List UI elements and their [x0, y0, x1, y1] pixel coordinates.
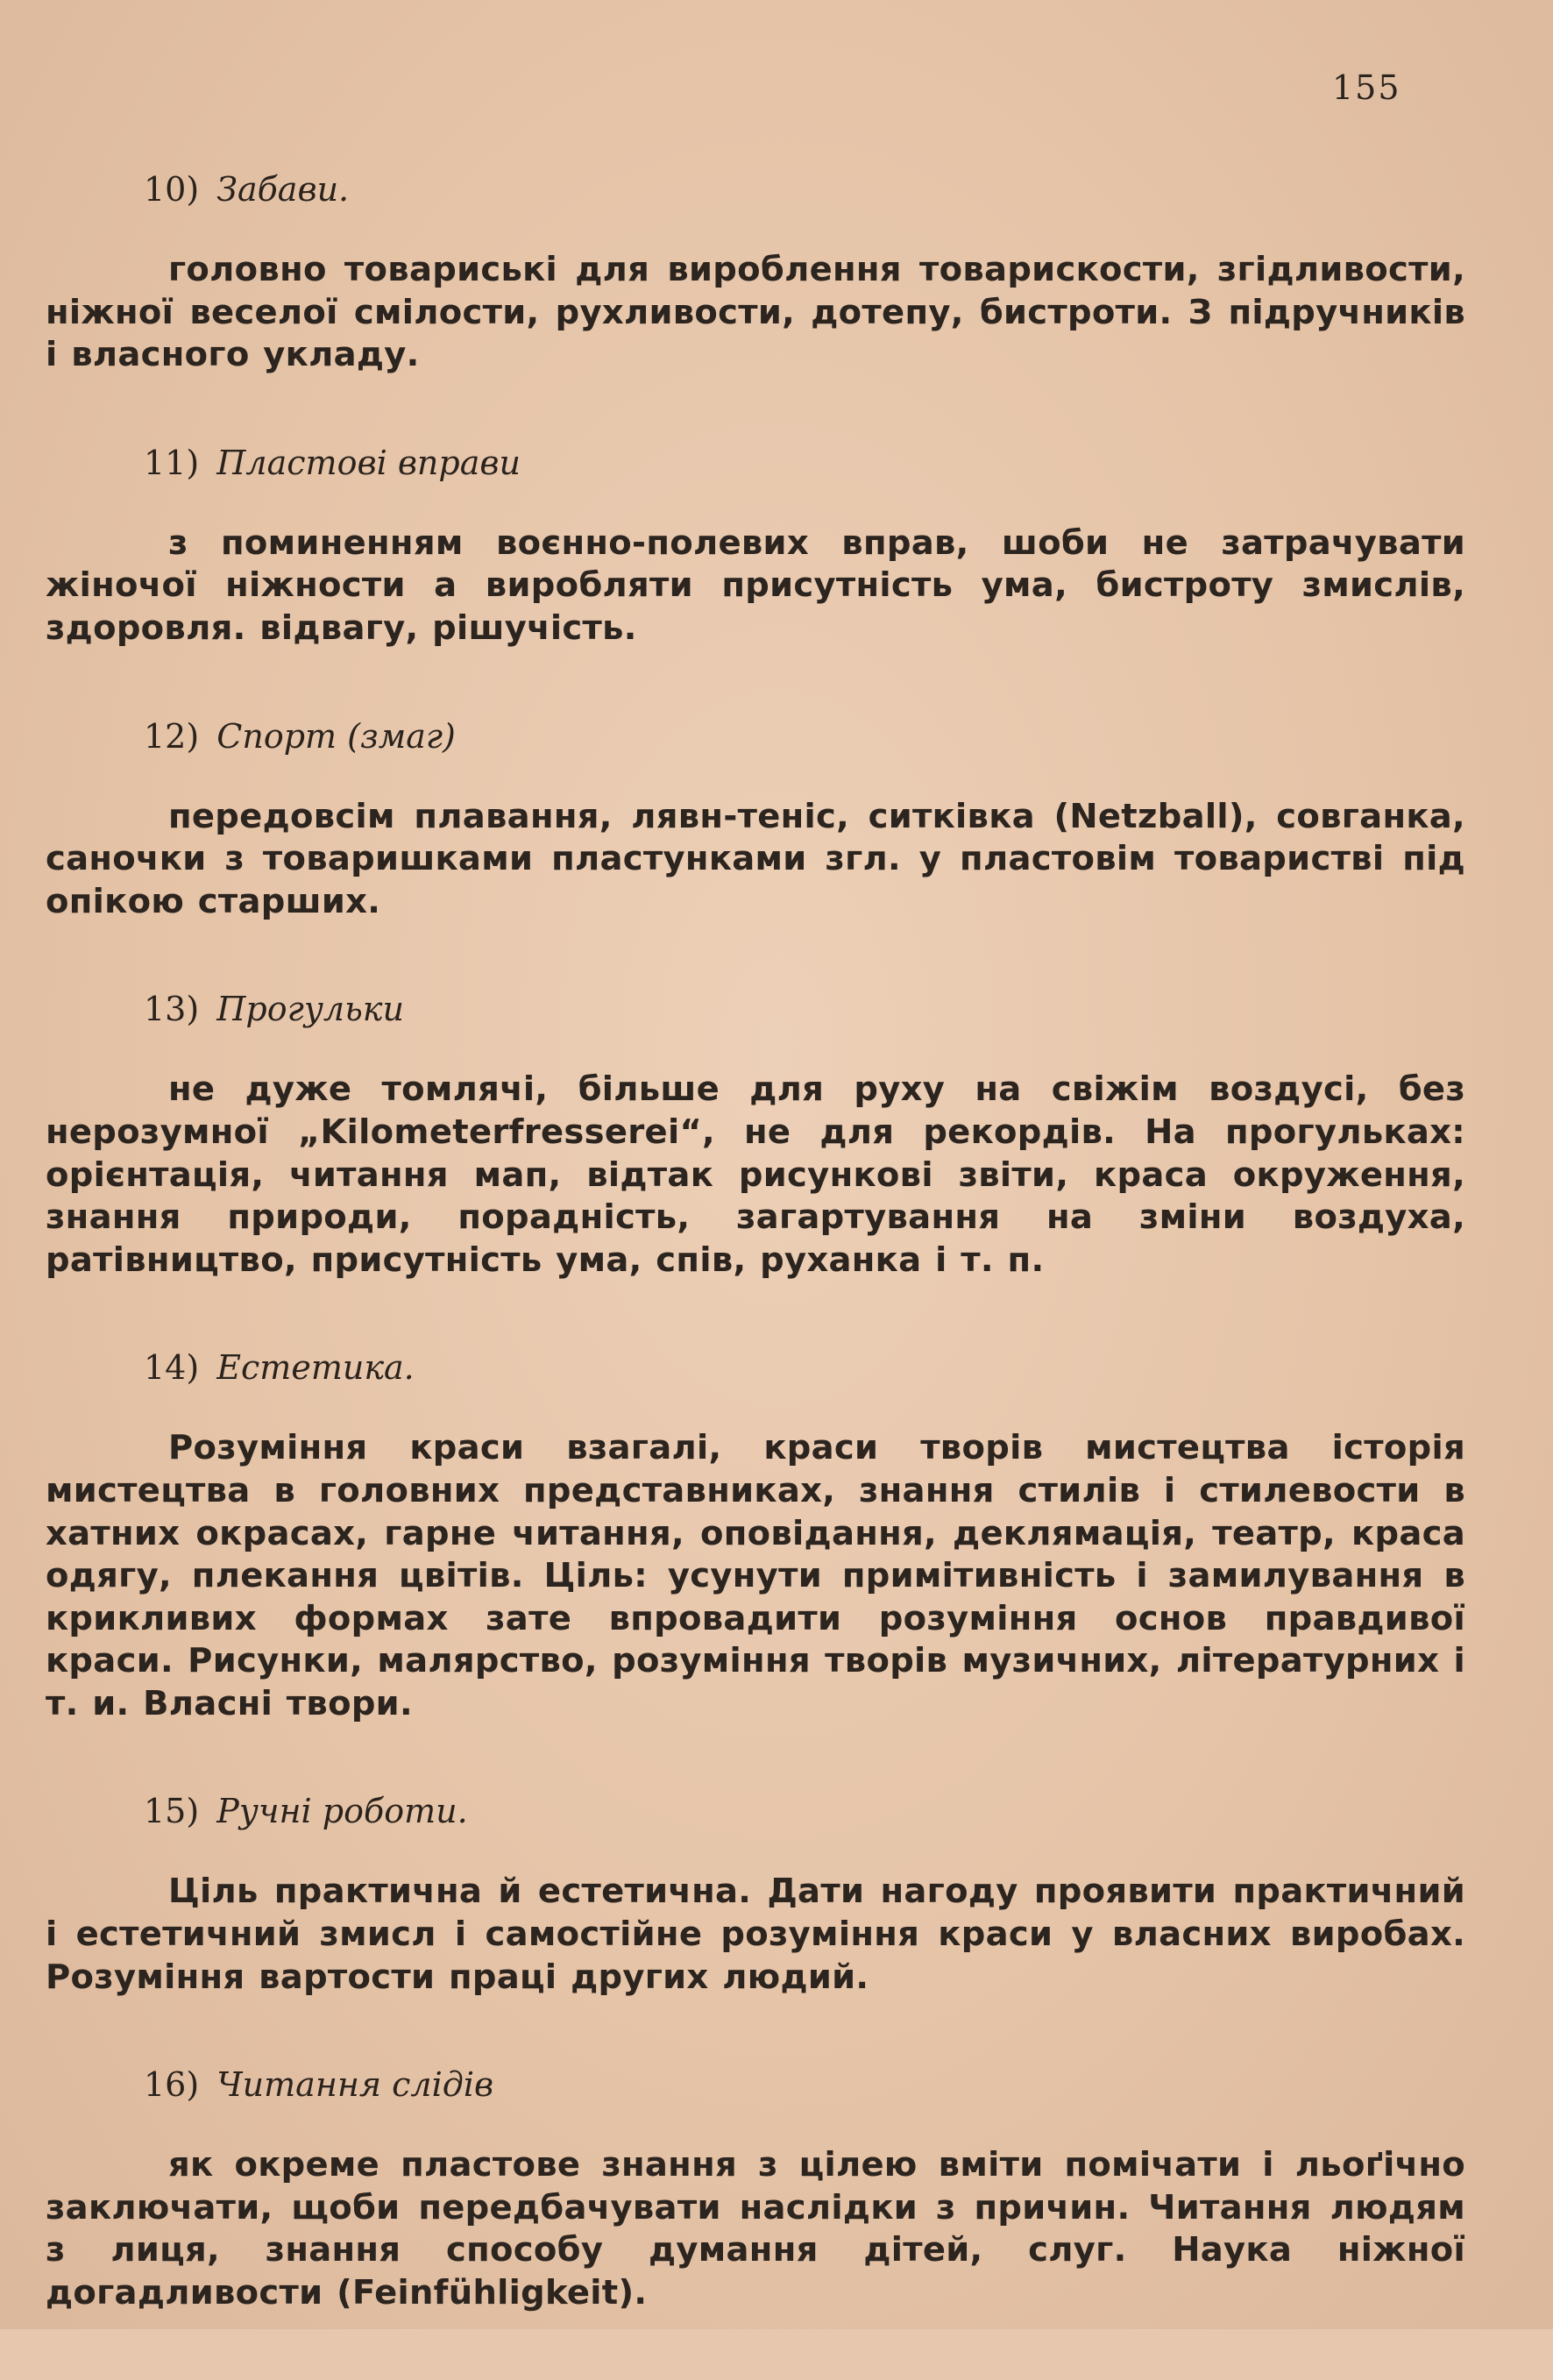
- section-10-games: [46, 168, 1465, 377]
- section-body: не дуже томлячі, більше для руху на свіжім воздусі, без нерозумної „Kilometerfresserei“, не для рекордів. На прогульках: орієнтація, читання мап, відтак рисункові звіти, краса окруження, знання природи, порадність, загартування на зміни воздуха, ратівництво, присутність ума, спів, руханка і т. п.: [46, 1069, 1465, 1280]
- section-title: Спорт (змаг): [216, 716, 456, 756]
- section-heading: [144, 715, 1465, 757]
- section-11-scout-exercises: [46, 442, 1465, 650]
- section-body: передовсім плавання, лявн-теніс, ситківка (Netzball), совганка, саночки з товаришками пластунками згл. у пластовім товаристві під опікою старших.: [46, 796, 1465, 921]
- section-title: Естетика.: [216, 1348, 415, 1388]
- section-14-aesthetics: [46, 1346, 1465, 1725]
- section-body: головно товариські для вироблення товарискости, згідливости, ніжної веселої смілости, рухливости, дотепу, бистроти. З підручників і власного укладу.: [46, 250, 1465, 375]
- section-number: 16): [144, 2065, 200, 2105]
- section-body: Розуміння краси взагалі, краси творів мистецтва історія мистецтва в головних представниках, знання стилів і стилевости в хатних окрасах, гарне читання, оповідання, деклямація, театр, краса одягу, плекання цвітів. Ціль: усунути примітивність і замилування в крикливих формах зате впровадити розуміння основ правдивої краси. Рисунки, малярство, розуміння творів музичних, літературних і т. и. Власні твори.: [46, 1428, 1465, 1723]
- section-heading: [144, 2064, 1465, 2106]
- section-12-sport: [46, 715, 1465, 924]
- section-heading: [144, 1790, 1465, 1832]
- section-number: 11): [144, 443, 200, 482]
- section-number: 13): [144, 990, 200, 1029]
- section-title: Читання слідів: [216, 2065, 494, 2105]
- section-heading: [144, 1346, 1465, 1389]
- section-15-handicrafts: [46, 1790, 1465, 1999]
- page-content: [46, 168, 1465, 2380]
- section-title: Ручні роботи.: [216, 1792, 468, 1831]
- section-heading: [144, 988, 1465, 1030]
- section-body: Ціль практична й естетична. Дати нагоду проявити практичний і естетичний змисл і самостійне розуміння краси у власних виробах. Розуміння вартости праці других людий.: [46, 1872, 1465, 1997]
- section-heading: [144, 168, 1465, 210]
- section-title: Пластові вправи: [216, 443, 521, 482]
- section-title: Прогульки: [216, 990, 404, 1029]
- page-number: 155: [1332, 68, 1401, 107]
- section-number: 15): [144, 1792, 200, 1831]
- section-number: 14): [144, 1348, 200, 1388]
- section-number: 12): [144, 716, 200, 756]
- section-body: як окреме пластове знання з цілею вміти помічати і льоґічно заключати, щоби передбачувати наслідки з причин. Читання людям з лиця, знання способу думання дітей, слуг. Наука ніжної догадливости (Feinfühligkeit).: [46, 2145, 1465, 2313]
- section-heading: [144, 442, 1465, 484]
- section-16-tracking: [46, 2064, 1465, 2314]
- section-13-walks: [46, 988, 1465, 1282]
- section-number: 10): [144, 170, 200, 209]
- section-title: Забави.: [216, 170, 350, 209]
- section-body: з поминенням воєнно-полевих вправ, шоби не затрачувати жіночої ніжности а виробляти присутність ума, бистроту змислів, здоровля. відвагу, рішучість.: [46, 522, 1465, 648]
